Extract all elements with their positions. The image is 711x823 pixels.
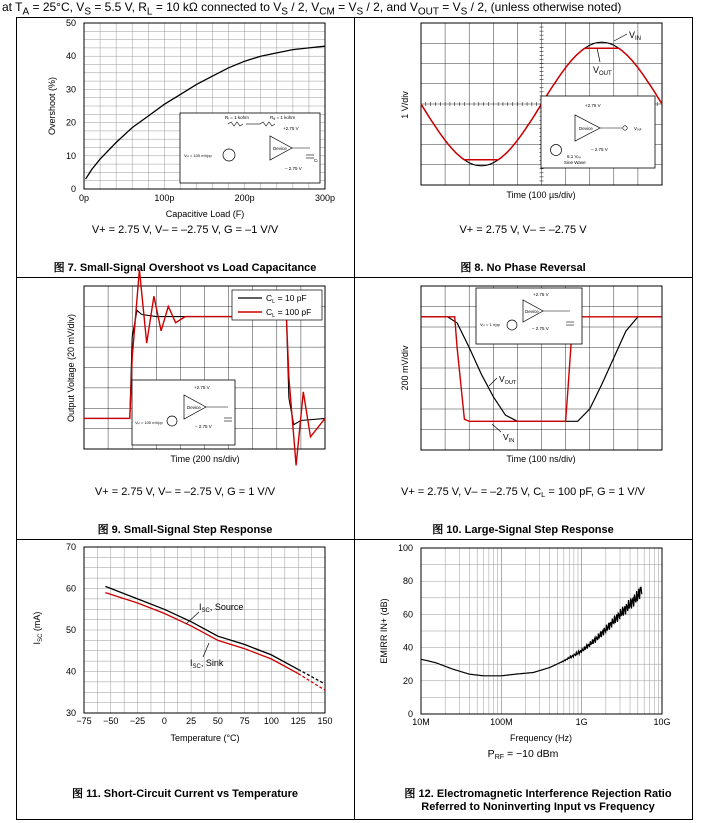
fig7-circuit-cl: Cₗ [314, 158, 318, 163]
fig12-ytick-label: 20 [402, 675, 413, 686]
fig8-caption: 图 8. No Phase Reversal [460, 262, 586, 274]
fig12-caption-line2: Referred to Noninverting Input vs Frequency [421, 801, 655, 813]
fig7-circuit-vp: +2.75 V [283, 126, 299, 131]
fig8-conditions: V+ = 2.75 V, V– = –2.75 V [459, 224, 587, 236]
fig11-sink-label: $I_{SC}$, Sink [190, 658, 224, 670]
fig7-conditions: V+ = 2.75 V, V– = –2.75 V, G = –1 V/V [91, 224, 279, 236]
fig10-xlabel: Time (100 ns/div) [506, 454, 576, 464]
page-header: at $T_A = 25^\circ C$, $V_S = 5.5$ V, $R_L = 10$ kΩ connected to $V_S / 2$, $V_{CM} = V_S / 2$, and $V_{OUT} = V_S / 2$, (unless otherwise noted) [2, 0, 622, 18]
fig11-source-label: $I_{SC}$, Source [199, 602, 244, 614]
fig11-grid [84, 547, 325, 713]
fig8-panel [400, 23, 662, 274]
fig9-legend [232, 290, 322, 320]
fig11-ytick-label: 70 [65, 542, 76, 552]
fig8-circuit-vn: – 2.75 V [591, 147, 608, 152]
fig8-circuit-vp: +2.75 V [585, 103, 601, 108]
fig9-circuit-inset [132, 380, 235, 445]
fig11-xtick-label: 150 [317, 716, 333, 726]
fig9-panel [66, 270, 325, 536]
fig7-circuit-r1: Rᵢ = 1 kohm [225, 115, 249, 120]
fig7-circuit-vn: – 2.75 V [285, 166, 302, 171]
fig10-caption: 图 10. Large-Signal Step Response [432, 524, 614, 536]
fig11-xlabel: Temperature (°C) [170, 733, 240, 743]
fig9-circuit-dev: Device [187, 405, 201, 410]
fig9-legend-10pf: $C_L = 10$ pF [266, 293, 307, 305]
fig7-ytick-label: 0 [70, 184, 76, 194]
fig9-caption: 图 9. Small-Signal Step Response [97, 524, 273, 536]
fig11-xtick-label: 0 [161, 716, 167, 726]
fig10-ylabel: 200 mV/div [400, 345, 410, 391]
fig7-ytick-label: 10 [65, 150, 76, 161]
fig8-circuit-inset [541, 96, 655, 168]
fig11-xtick-label: 100 [263, 716, 279, 726]
fig7-ytick-label: 40 [65, 51, 76, 62]
fig7-xtick-label: 100p [154, 193, 175, 203]
fig7-xtick-label: 300p [314, 193, 336, 203]
fig12-xtick-label: 10M [412, 717, 430, 727]
fig8-vout-label: $V_{OUT}$ [593, 65, 612, 77]
fig7-xtick-label: 0p [78, 193, 90, 203]
fig12-prf: PRF = −10 dBm [487, 748, 559, 761]
fig9-legend-100pf: $C_L = 100$ pF [266, 307, 312, 319]
fig9-ylabel: Output Voltage (20 mV/div) [66, 313, 76, 423]
fig12-xlabel: Frequency (Hz) [509, 733, 573, 743]
fig7-xlabel: Capacitive Load (F) [165, 209, 245, 219]
fig8-xlabel: Time (100 µs/div) [506, 190, 576, 200]
fig8-ylabel: 1 V/div [400, 91, 410, 119]
fig9-xlabel: Time (200 ns/div) [170, 454, 240, 464]
fig7-circuit-r2: Rᵩ = 1 kohm [270, 115, 296, 120]
fig7-ytick-label: 30 [65, 84, 76, 95]
fig11-xtick-label: 50 [212, 716, 223, 726]
fig11-ytick-label: 30 [65, 708, 76, 718]
fig12-caption-line1: 图 12. Electromagnetic Interference Rejection Ratio [404, 788, 672, 800]
fig12-ylabel: EMIRR IN+ (dB) [379, 598, 389, 664]
fig12-xtick-label: 1G [575, 717, 588, 727]
fig12-ticks [398, 543, 671, 727]
fig11-caption: 图 11. Short-Circuit Current vs Temperature [72, 788, 298, 800]
fig10-circuit-vin: Vᵢₙ = 1 Vpp [480, 322, 500, 327]
fig9-circuit-vin: Vᵢₙ = 100 mVpp [135, 420, 163, 425]
fig11-xtick-label: −25 [129, 716, 146, 726]
fig10-circuit-inset [476, 288, 582, 344]
fig12-ytick-label: 80 [402, 576, 413, 587]
fig8-circuit-out: Vₒᵤₜ [634, 126, 642, 131]
fig7-ytick-label: 20 [65, 117, 76, 128]
fig11-xtick-label: −75 [76, 716, 92, 726]
fig11-xtick-label: 75 [239, 716, 250, 726]
fig12-panel [379, 543, 672, 813]
fig11-ticks [66, 542, 333, 726]
fig10-vout-label: $V_{OUT}$ [499, 374, 517, 386]
fig12-ytick-label: 40 [402, 642, 413, 653]
fig10-panel [400, 286, 662, 536]
fig11-xtick-label: 125 [290, 716, 306, 726]
fig12-grid [421, 548, 662, 714]
fig9-conditions: V+ = 2.75 V, V– = –2.75 V, G = 1 V/V [94, 486, 276, 498]
fig8-vin-label: $V_{IN}$ [629, 30, 642, 42]
fig12-ytick-label: 100 [397, 543, 413, 553]
fig8-circuit-src2: Sine Wave [564, 160, 586, 165]
fig11-ytick-label: 40 [65, 666, 76, 677]
fig7-circuit-vin: Vᵢₙ = 100 mVpp [184, 153, 212, 158]
fig10-circuit-dev: Device [525, 309, 539, 314]
fig10-circuit-vp: +2.75 V [533, 292, 549, 297]
fig11-panel [32, 542, 333, 800]
fig12-xtick-label: 100M [490, 717, 513, 727]
fig10-circuit-vn: – 2.75 V [532, 326, 549, 331]
fig11-ylabel: $I_{SC}$ (mA) [32, 611, 44, 645]
fig7-circuit-inset [180, 113, 320, 183]
fig8-circuit-src1: 6.1 Vₚₚ [567, 154, 582, 159]
fig9-circuit-vp: +2.75 V [194, 385, 210, 390]
fig7-xtick-label: 200p [234, 193, 255, 203]
fig11-xtick-label: −50 [103, 716, 119, 726]
fig12-xtick-label: 10G [653, 717, 671, 727]
fig7-ytick-label: 50 [65, 18, 76, 28]
fig8-circuit-dev: Device [579, 126, 593, 131]
fig7-panel [47, 18, 335, 274]
fig9-circuit-vn: – 2.75 V [195, 424, 212, 429]
fig11-ytick-label: 50 [65, 625, 76, 635]
fig11-ytick-label: 60 [65, 583, 76, 594]
fig7-ylabel: Overshoot (%) [47, 76, 57, 136]
fig12-ytick-label: 60 [402, 609, 413, 620]
fig10-conditions: V+ = 2.75 V, V– = –2.75 V, CL = 100 pF, G = 1 V/V [400, 486, 646, 499]
fig10-vin-label: $V_{IN}$ [503, 432, 515, 444]
fig12-emirr-line [421, 587, 642, 676]
fig11-xtick-label: 25 [186, 716, 197, 726]
fig7-circuit-dev: Device [273, 146, 287, 151]
fig12-ytick-label: 0 [407, 709, 413, 719]
fig7-caption: 图 7. Small-Signal Overshoot vs Load Capacitance [53, 262, 317, 274]
